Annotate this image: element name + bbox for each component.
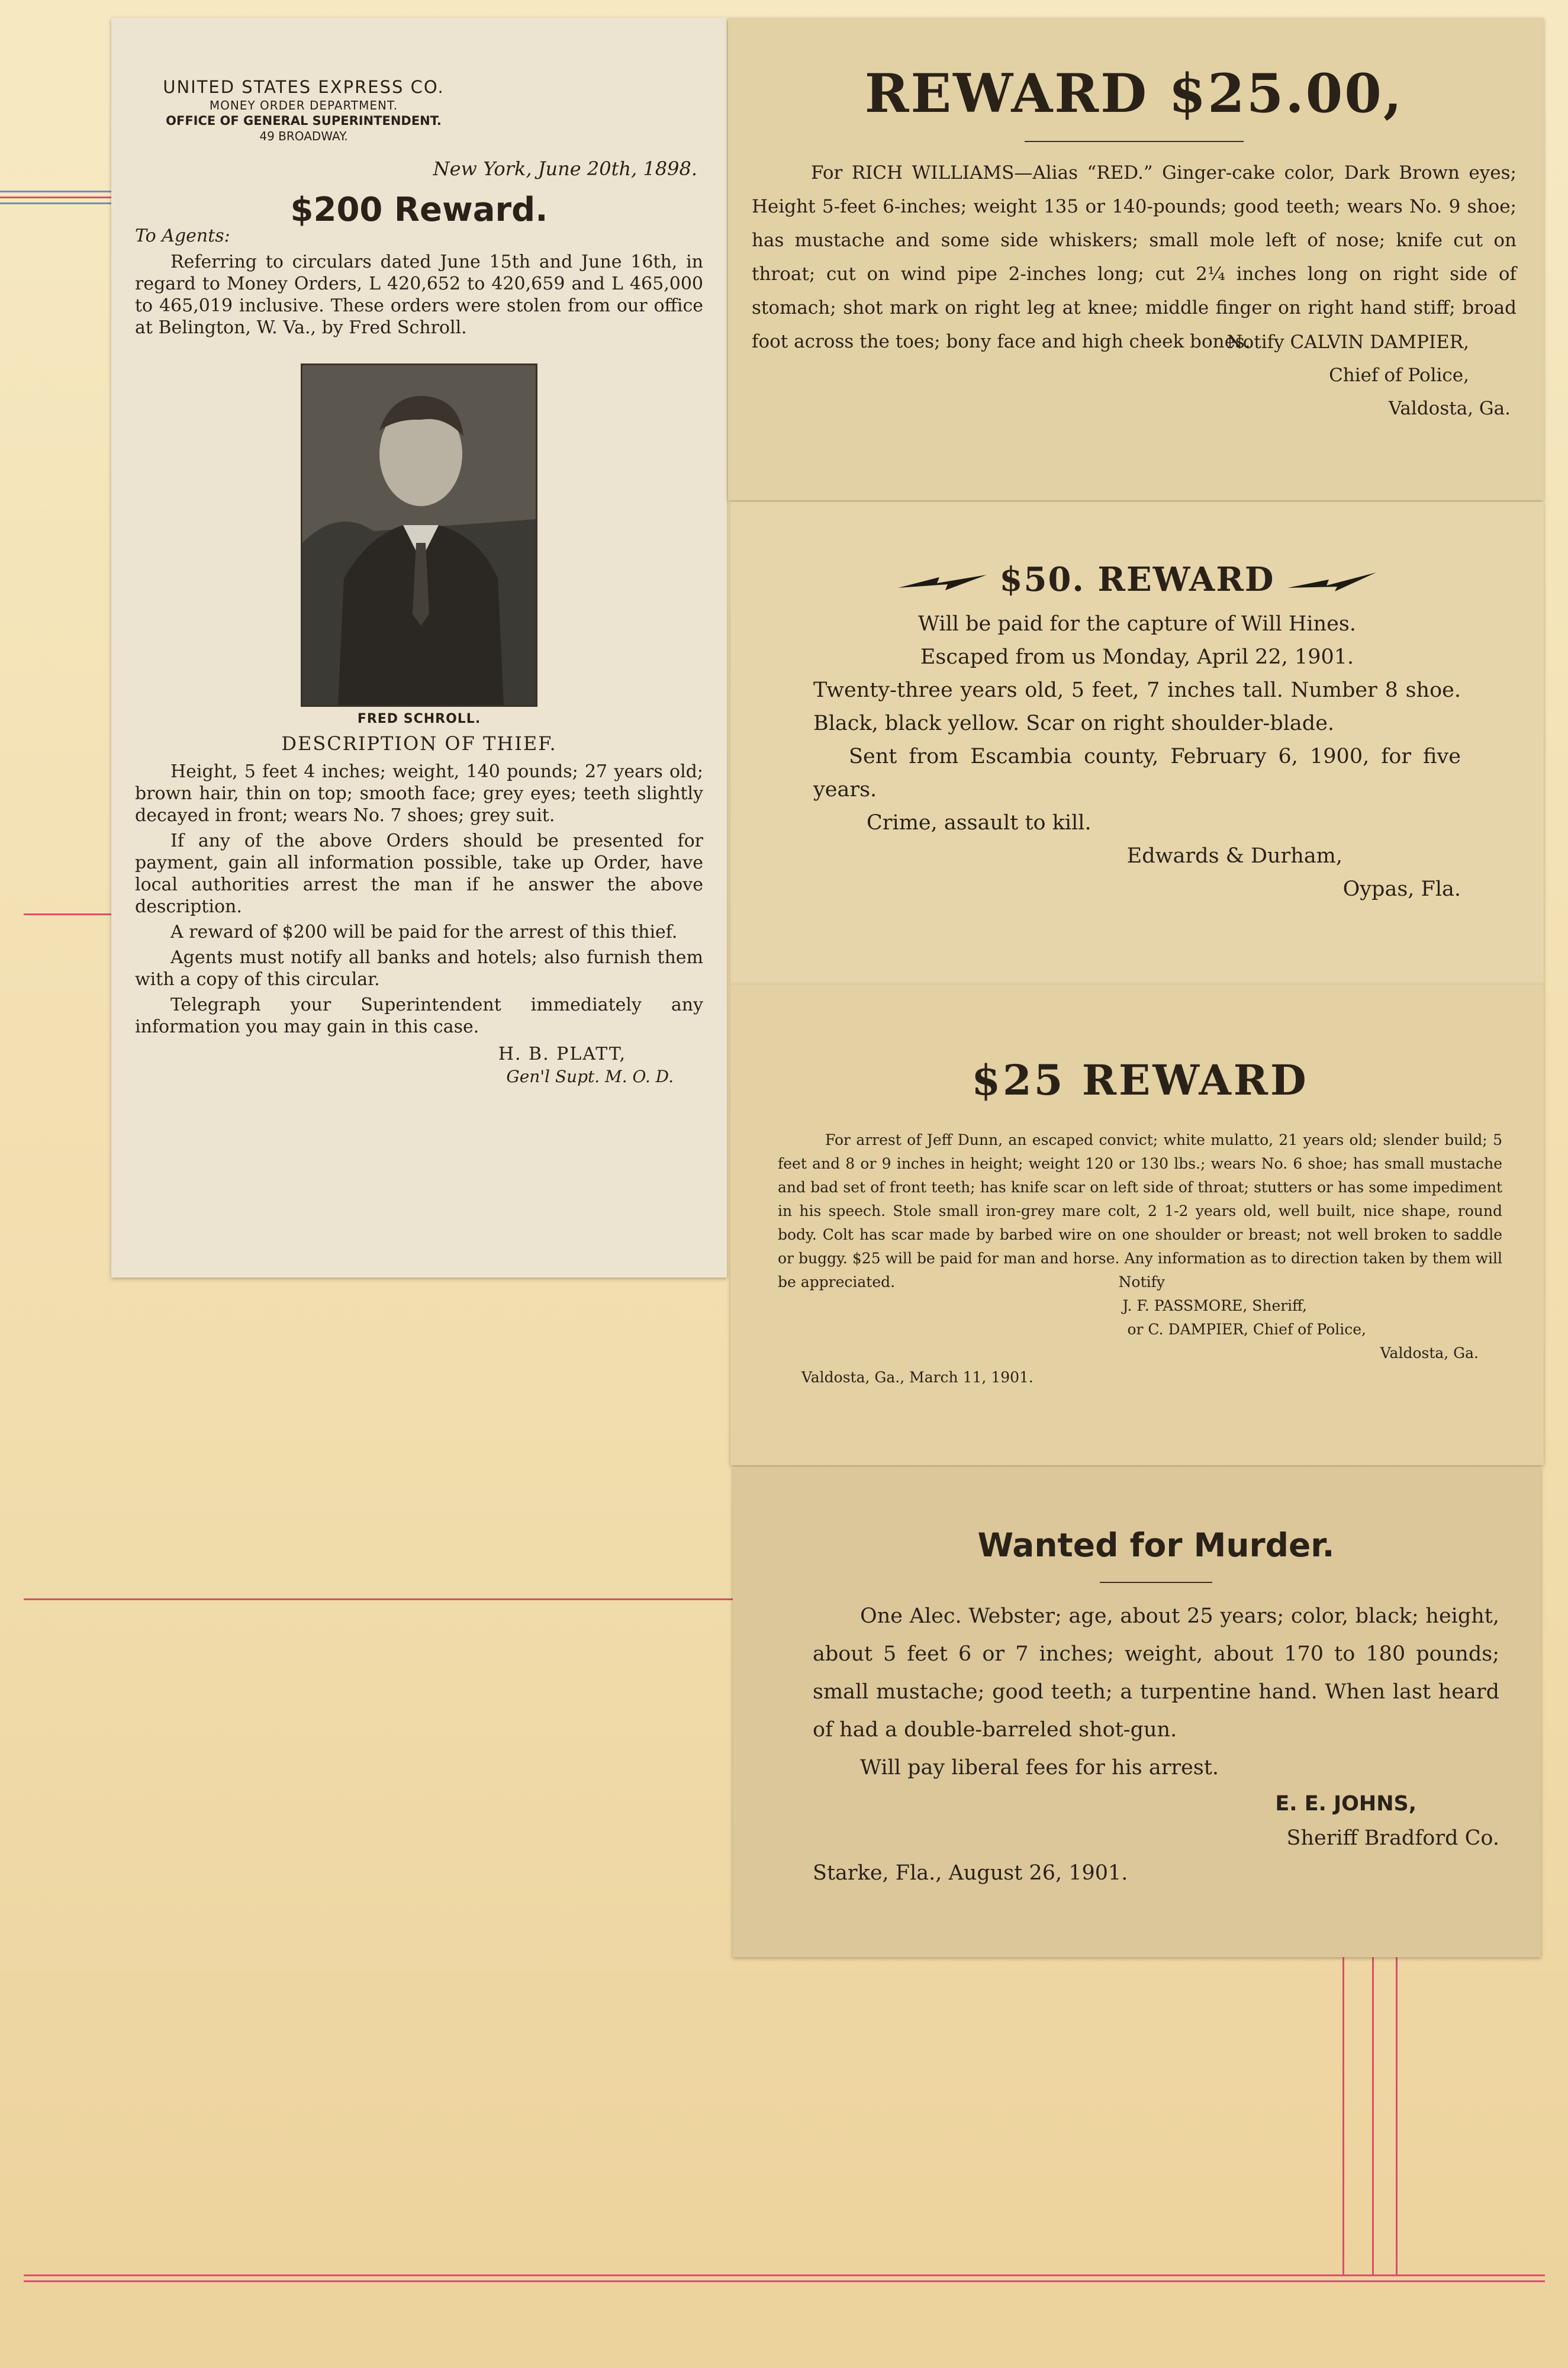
letterhead-office: OFFICE OF GENERAL SUPERINTENDENT.	[166, 114, 442, 128]
signature: Edwards & Durham,	[1126, 844, 1342, 868]
signature-alt: or C. DAMPIER, Chief of Police,	[1127, 1321, 1366, 1338]
description-text: Height, 5 feet 4 inches; weight, 140 pounds; 27 years old; brown hair, thin on top; smooth face; grey eyes; teeth slightly decayed in front; wears No. 7 shoes; grey suit.	[135, 761, 703, 826]
letterhead-department: MONEY ORDER DEPARTMENT.	[209, 98, 398, 112]
letterhead-company: UNITED STATES EXPRESS CO.	[163, 77, 445, 97]
photo-caption: FRED SCHROLL.	[357, 712, 481, 726]
ledger-rule-red	[24, 2280, 1545, 2282]
reward-title: REWARD $25.00,	[864, 62, 1404, 125]
signature-place: Oypas, Fla.	[1342, 877, 1461, 901]
signature: H. B. PLATT,	[498, 1044, 626, 1064]
clipping-wanted-for-murder	[733, 1467, 1541, 1957]
agents-note: Agents must notify all banks and hotels; also furnish them with a copy of this circular.	[135, 947, 703, 990]
reward-title: $50. REWARD	[999, 560, 1275, 599]
letter-date: New York, June 20th, 1898.	[433, 157, 697, 180]
ledger-rule-red	[1372, 1957, 1374, 2274]
clipping-express-co-reward	[111, 18, 727, 1278]
divider	[1025, 141, 1244, 142]
clipping-body	[135, 761, 703, 1038]
notice-title: Wanted for Murder.	[977, 1526, 1335, 1564]
signature-place: Valdosta, Ga.	[1388, 398, 1511, 419]
ledger-rule-red	[1342, 1957, 1344, 2274]
clipping-rich-williams-reward	[728, 18, 1544, 500]
signature-block	[813, 839, 1461, 906]
description-text: For RICH WILLIAMS—Alias “RED.” Ginger-cake color, Dark Brown eyes; Height 5-feet 6-inches; weight 135 or 140-pounds; good teeth; wears No. 9 shoe; has mustache and some side whiskers; small mole left of nose; knife cut on throat; cut on wind pipe 2-inches long; cut 2¼ inches long on right side of stomach; shot mark on right leg at knee; middle finger on right hand stiff; broad foot across the toes; bony face and high cheek bones.	[752, 162, 1517, 352]
fees-line: Will pay liberal fees for his arrest.	[860, 1756, 1219, 1780]
ledger-rule-red	[24, 913, 111, 915]
clipping-will-hines-reward	[730, 502, 1544, 984]
salutation: To Agents:	[135, 226, 230, 246]
clipping-body	[813, 607, 1461, 839]
signature-title: Sheriff Bradford Co.	[1286, 1826, 1499, 1850]
reward-note: A reward of $200 will be paid for the arrest of this thief.	[170, 922, 678, 942]
crime-line: Crime, assault to kill.	[867, 811, 1092, 835]
letterhead-address: 49 BROADWAY.	[259, 129, 348, 143]
ledger-rule-red	[24, 1598, 733, 1600]
signature-title: Chief of Police,	[1329, 365, 1469, 386]
divider	[1100, 1582, 1212, 1583]
ledger-rule-red	[1396, 1957, 1398, 2274]
notify-line: Notify CALVIN DAMPIER,	[1226, 332, 1469, 353]
signature: J. F. PASSMORE, Sheriff,	[1122, 1297, 1307, 1314]
signature-place: Valdosta, Ga.	[1380, 1344, 1479, 1362]
left-bolt-icon	[898, 570, 987, 594]
intro-paragraph: Referring to circulars dated June 15th and June 16th, in regard to Money Orders, L 420,652 to 420,659 and L 465,000 to 465,019 inclusive. These orders were stolen from our office at Belington, W. Va., by Fred Schroll.	[135, 252, 703, 338]
description-text: Twenty-three years old, 5 feet, 7 inches tall. Number 8 shoe. Black, black yellow. Scar on right shoulder-blade.	[813, 678, 1461, 735]
reward-title: $200 Reward.	[290, 191, 548, 229]
suspect-photo	[301, 363, 537, 707]
escape-line: Escaped from us Monday, April 22, 1901.	[920, 645, 1354, 669]
sentence-line: Sent from Escambia county, February 6, 1900, for five years.	[813, 745, 1461, 802]
reward-title-row	[813, 560, 1461, 599]
signature: E. E. JOHNS,	[1275, 1792, 1416, 1816]
clipping-jeff-dunn-reward	[730, 984, 1544, 1465]
telegraph-note: Telegraph your Superintendent immediately any information you may gain in this case.	[135, 995, 703, 1037]
letterhead	[135, 77, 472, 143]
instructions-text: If any of the above Orders should be presented for payment, gain all information possible, take up Order, have local authorities arrest the man if he answer the above description.	[135, 831, 703, 917]
clipping-body	[813, 1597, 1499, 1787]
ledger-rule-red	[24, 2274, 1545, 2276]
description-text: For arrest of Jeff Dunn, an escaped convict; white mulatto, 21 years old; slender build; 5 feet and 8 or 9 inches in height; weight 120 or 130 lbs.; wears No. 6 shoe; has small mustache and bad set of front teeth; has knife scar on left side of throat; stutters or has some impediment in his speech. Stole small iron-grey mare colt, 2 1-2 years old, well built, nice shape, round body. Colt has scar made by barbed wire on one shoulder or breast; not well broken to saddle or buggy. $25 will be paid for man and horse. Any information as to direction taken by them will be appreciated.	[778, 1131, 1502, 1291]
signature-title: Gen'l Supt. M. O. D.	[506, 1067, 674, 1086]
notice-date: Valdosta, Ga., March 11, 1901.	[801, 1369, 1033, 1386]
reward-title: $25 REWARD	[971, 1056, 1309, 1105]
description-heading: DESCRIPTION OF THIEF.	[281, 732, 557, 755]
notice-date: Starke, Fla., August 26, 1901.	[813, 1861, 1128, 1885]
ledger-rule-red	[0, 197, 111, 198]
right-bolt-icon	[1287, 570, 1376, 594]
ledger-rule-blue	[0, 202, 111, 204]
notify-line: Notify	[1118, 1273, 1165, 1291]
capture-line: Will be paid for the capture of Will Hines.	[918, 612, 1356, 636]
ledger-rule-blue	[0, 191, 111, 192]
signature-block	[813, 1787, 1499, 1855]
description-text: One Alec. Webster; age, about 25 years; color, black; height, about 5 feet 6 or 7 inches; weight, about 170 to 180 pounds; small mustache; good teeth; a turpentine hand. When last heard of had a double-barreled shot-gun.	[813, 1604, 1499, 1742]
